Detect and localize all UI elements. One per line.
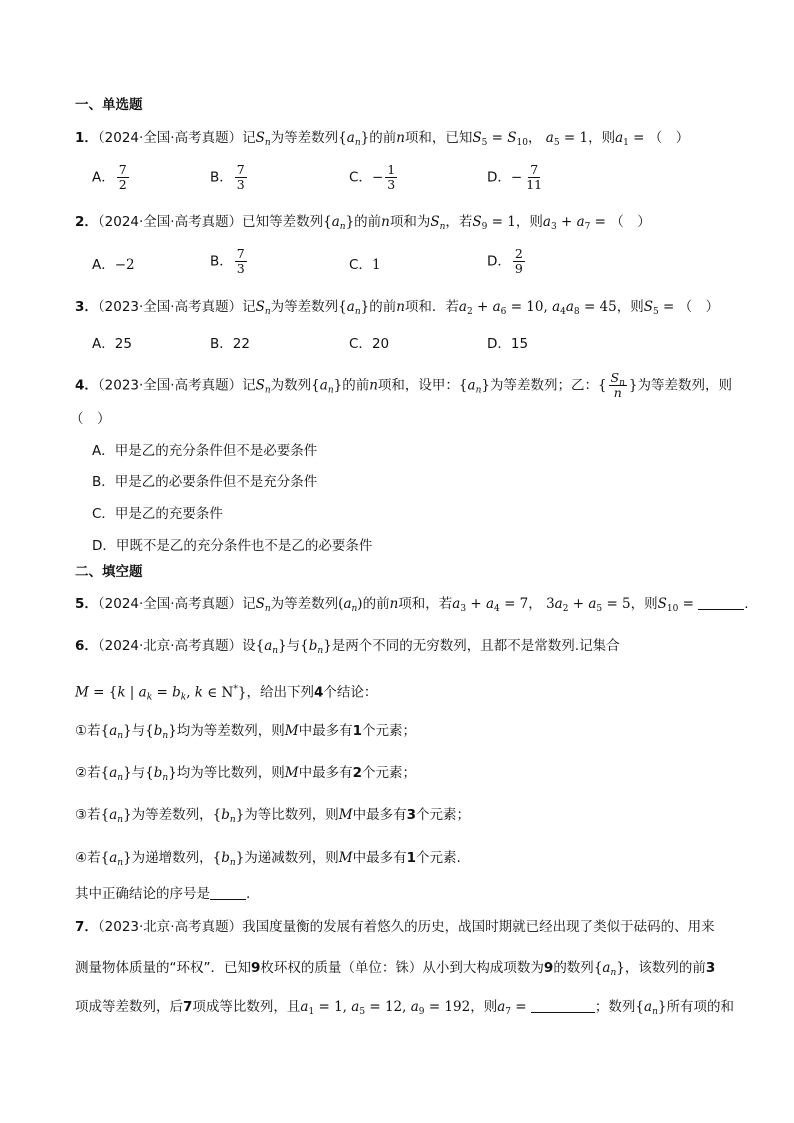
q3-option-d[interactable]: D．15	[487, 336, 529, 352]
frac-numerator: 7	[530, 162, 539, 177]
question-6-ask: 其中正确结论的序号是 .	[75, 886, 251, 902]
frac-numerator: 7	[118, 162, 127, 177]
q1-option-c[interactable]: C．− $\frac{1}{3}$	[349, 162, 396, 192]
question-number: 1．	[75, 130, 98, 146]
question-text: 我国度量衡的发展有着悠久的历史，战国时期就已经出现了类似于砝码的、用来	[242, 919, 715, 935]
frac-denominator: 2	[118, 177, 127, 192]
q4-option-d[interactable]: D．甲既不是乙的充分条件也不是乙的必要条件	[92, 538, 373, 554]
q6-statement-2: ②若$\{a_n\}$与$\{b_n\}$均为等比数列，则M中最多有2个元素；	[75, 765, 417, 783]
q3-option-a[interactable]: A．25	[92, 336, 132, 352]
question-source: （2024·全国·高考真题）	[97, 596, 243, 612]
frac-denominator: 9	[514, 261, 523, 276]
q4-option-a[interactable]: A．甲是乙的充分条件但不是必要条件	[92, 443, 318, 459]
q2-option-b[interactable]: B． $\frac{7}{3}$	[210, 246, 245, 276]
question-4-stem: 4．（2023·全国·高考真题）记$S_n$为数列$\{a_n\}$的前n项和，设甲：$\{a_n\}$为等差数列；乙：{ $\frac{S_n}{n}$ }为等差数列，则	[75, 370, 733, 400]
q2-option-c[interactable]: C．1	[349, 257, 381, 273]
question-source: （2024·全国·高考真题）	[97, 130, 243, 146]
option-value: 22	[232, 336, 250, 352]
question-6-set-definition: M = {k | $a_k = b_k$, k ∈ N*}，给出下列4个结论：	[75, 684, 378, 703]
frac-denominator: 3	[387, 177, 396, 192]
frac-numerator: 2	[514, 246, 523, 261]
question-3-stem: 3．（2023·全国·高考真题）记$S_n$为等差数列$\{a_n\}$的前n项和．若$a_2 + a_6 = 10$, $a_4a_8 = 45$，则$S_5$ = （ ）	[75, 299, 720, 317]
question-source: （2024·全国·高考真题）	[97, 214, 243, 230]
frac-numerator: 1	[387, 162, 396, 177]
answer-blank[interactable]	[531, 1000, 595, 1013]
question-source: （2023·全国·高考真题）	[97, 299, 243, 315]
question-source: （2024·北京·高考真题）	[97, 638, 243, 654]
q2-option-a[interactable]: A．−2	[92, 257, 135, 273]
answer-blank[interactable]	[210, 887, 246, 900]
question-2-stem: 2．（2024·全国·高考真题）已知等差数列$\{a_n\}$的前n项和为$S_n$，若$S_9 = 1$，则$a_3 + a_7$ = （ ）	[75, 214, 651, 232]
question-1-stem: 1．（2024·全国·高考真题）记$S_n$为等差数列$\{a_n\}$的前n项和，已知$S_5 = S_{10}$， $a_5 = 1$，则$a_1$ = （ ）	[75, 130, 690, 148]
minus-sign: −	[510, 169, 523, 186]
question-7-line-1: 7．（2023·北京·高考真题）我国度量衡的发展有着悠久的历史，战国时期就已经出现了类似于砝码的、用来	[75, 919, 715, 935]
question-4-paren: （ ）	[70, 411, 111, 427]
q1-option-b[interactable]: B． $\frac{7}{3}$	[210, 162, 245, 192]
q3-option-c[interactable]: C．20	[349, 336, 390, 352]
question-5-stem: 5．（2024·全国·高考真题）记$S_n$为等差数列$(a_n)$的前n项和，若$a_3 + a_4 = 7$， $3a_2 + a_5 = 5$，则$S_{10}$ = .	[75, 596, 749, 614]
frac-denominator: 3	[236, 261, 245, 276]
option-value: 20	[371, 336, 390, 352]
q3-option-b[interactable]: B．22	[210, 336, 250, 352]
question-7-line-2: 测量物体质量的“环权”．已知9枚环权的质量（单位：铢）从小到大构成项数为9的数列$\{a_n\}$，该数列的前3	[75, 960, 716, 978]
q1-option-d[interactable]: D．− $\frac{7}{11}$	[487, 162, 543, 192]
q4-option-b[interactable]: B．甲是乙的必要条件但不是充分条件	[92, 474, 318, 490]
section-heading-single-choice: 一、单选题	[75, 97, 143, 113]
question-source: （2023·全国·高考真题）	[97, 377, 243, 394]
frac-numerator: 7	[236, 162, 245, 177]
q1-option-a[interactable]: A． $\frac{7}{2}$	[92, 162, 127, 192]
option-value: 25	[114, 336, 132, 352]
frac-denominator: 11	[526, 177, 543, 192]
question-6-stem: 6．（2024·北京·高考真题）设$\{a_n\}$与$\{b_n\}$是两个不同的无穷数列，且都不是常数列.记集合	[75, 638, 620, 656]
q6-statement-4: ④若$\{a_n\}$为递增数列，$\{b_n\}$为递减数列，则M中最多有1个元素.	[75, 850, 461, 868]
option-value: 1	[371, 257, 381, 273]
option-value: 15	[510, 336, 529, 352]
q2-option-d[interactable]: D． $\frac{2}{9}$	[487, 246, 523, 276]
minus-sign: −	[371, 169, 384, 186]
section-heading-fill-blank: 二、填空题	[75, 564, 143, 580]
frac-denominator: 3	[236, 177, 245, 192]
q6-statement-3: ③若$\{a_n\}$为等差数列，$\{b_n\}$为等比数列，则M中最多有3个元素；	[75, 807, 471, 825]
frac-numerator: 7	[236, 246, 245, 261]
question-source: （2023·北京·高考真题）	[97, 919, 243, 935]
q4-option-c[interactable]: C．甲是乙的充要条件	[92, 506, 223, 522]
answer-blank[interactable]	[698, 597, 744, 610]
q6-statement-1: ①若$\{a_n\}$与$\{b_n\}$均为等差数列，则M中最多有1个元素；	[75, 723, 417, 741]
option-value: −2	[114, 257, 135, 273]
question-7-line-3: 项成等差数列，后7项成等比数列，且$a_1 = 1$, $a_5 = 12$, $a_9 = 192$，则$a_7$ = ；数列$\{a_n\}$所有项的和	[75, 999, 734, 1017]
